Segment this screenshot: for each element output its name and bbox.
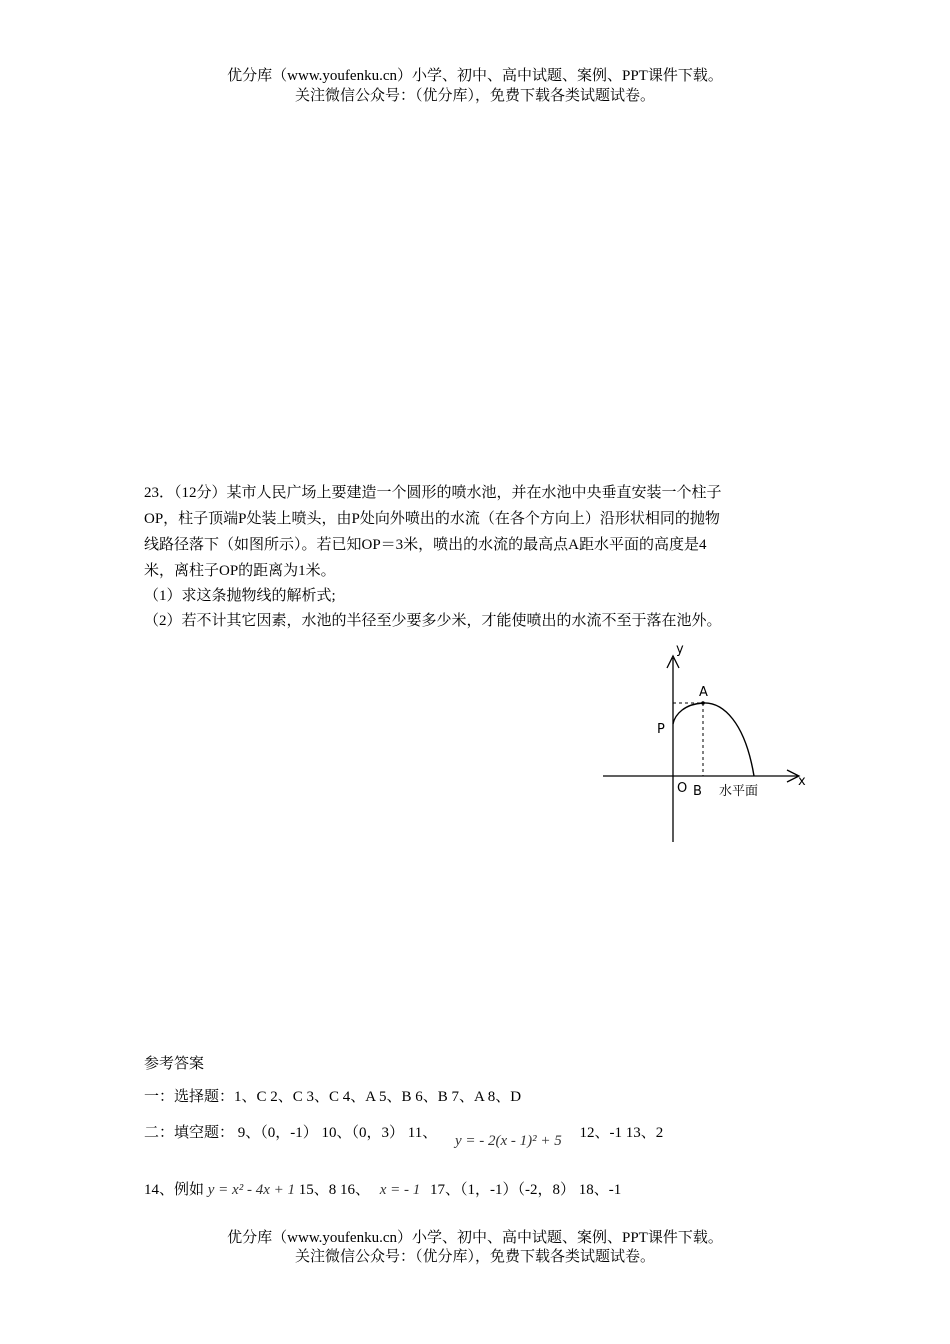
header-line-1: 优分库（www.youfenku.cn）小学、初中、高中试题、案例、PPT课件下载。 — [227, 68, 723, 84]
answers-choice: 一：选择题：1、C 2、C 3、C 4、A 5、B 6、B 7、A 8、D — [144, 1089, 522, 1105]
question-part-1: （1）求这条抛物线的解析式; — [144, 588, 336, 604]
origin-label: O — [677, 781, 688, 796]
answers-line3-prefix: 14、例如 — [144, 1182, 205, 1198]
answers-line3-suffix: 17、（1，-1）（-2，8） 18、-1 — [430, 1182, 622, 1198]
footer-line-2: 关注微信公众号：（优分库），免费下载各类试题试卷。 — [294, 1249, 655, 1265]
answers-title: 参考答案 — [144, 1056, 205, 1072]
answers-line-3 — [144, 1180, 621, 1200]
question-line-3: 线路径落下（如图所示）。若已知OP＝3米，喷出的水流的最高点A距水平面的高度是4 — [144, 537, 707, 553]
point-b-label: B — [693, 784, 702, 799]
answers-line3-mid: 15、8 16、 — [298, 1182, 370, 1198]
parabola-figure — [595, 638, 815, 846]
answer-16-equation: x = - 1 — [379, 1182, 421, 1198]
question-line-1: 23．（12分）某市人民广场上要建造一个圆形的喷水池，并在水池中央垂直安装一个柱子 — [144, 485, 722, 501]
y-axis-label: y — [676, 642, 684, 657]
point-p-label: P — [657, 722, 665, 737]
answer-11-equation: y = - 2(x - 1)² + 5 — [454, 1133, 562, 1149]
question-part-2: （2）若不计其它因素，水池的半径至少要多少米，才能使喷出的水流不至于落在池外。 — [144, 613, 722, 629]
answers-fill-line — [144, 1123, 664, 1149]
answers-fill-prefix: 二：填空题： 9、（0，-1） 10、（0，3） 11、 — [144, 1125, 438, 1141]
footer-line-1: 优分库（www.youfenku.cn）小学、初中、高中试题、案例、PPT课件下载。 — [227, 1230, 723, 1246]
parabola-curve — [673, 703, 754, 776]
answer-14-equation: y = x² - 4x + 1 — [207, 1182, 295, 1198]
point-a-label: A — [699, 685, 708, 700]
vertex-a-dot — [701, 701, 705, 705]
water-surface-label: 水平面 — [719, 784, 759, 799]
x-axis-label: x — [798, 774, 806, 789]
question-line-4: 米，离柱子OP的距离为1米。 — [144, 563, 336, 579]
question-line-2: OP，柱子顶端P处装上喷头，由P处向外喷出的水流（在各个方向上）沿形状相同的抛物 — [144, 511, 720, 527]
answers-fill-suffix: 12、-1 13、2 — [579, 1125, 664, 1141]
header-line-2: 关注微信公众号：（优分库），免费下载各类试题试卷。 — [294, 88, 655, 104]
